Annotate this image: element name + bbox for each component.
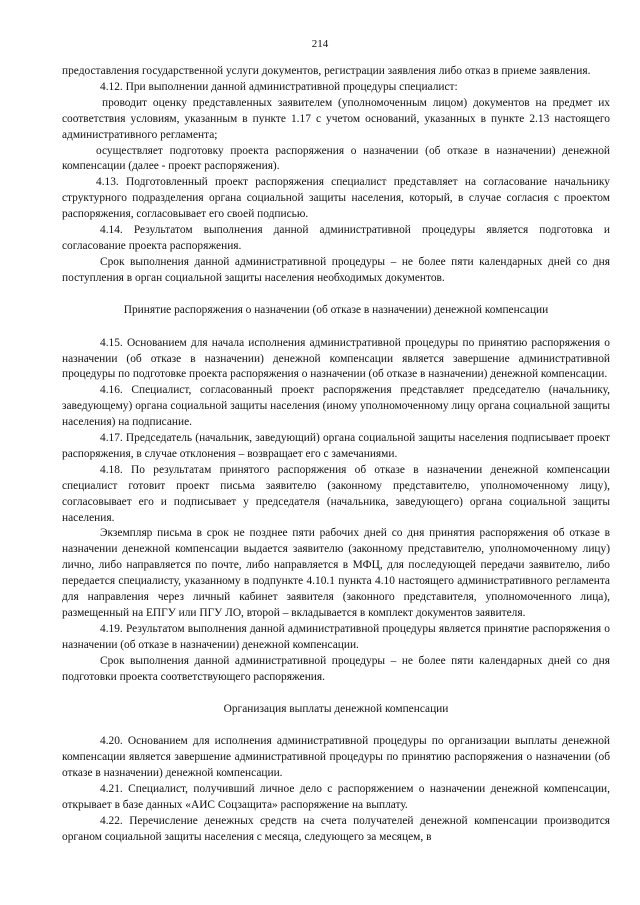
paragraph: Экземпляр письма в срок не позднее пяти рабочих дней со дня принятия распоряжения об отказе в назначении денежной компенсации выдается заявителю (законному представителю, уполномоченному лицу) лично, либо направляется по почте, либо направляется в МФЦ, для последующей передачи заявителю, либо передается специалисту, указанному в подпункте 4.10.1 пункта 4.10 настоящего административного регламента для направления через личный кабинет заявителя (законного представителя, уполномоченного лица), размещенный на ЕПГУ или ПГУ ЛО, второй – вкладывается в комплект документов заявителя. [62,527,610,619]
paragraph: Срок выполнения данной административной процедуры – не более пяти календарных дней со дня подготовки проекта соответствующего распоряжения. [62,654,610,683]
paragraph: 4.18. По результатам принятого распоряжения об отказе в назначении денежной компенсации специалист готовит проект письма заявителю (законному представителю, уполномоченному лицу), согласовывает его и подписывает у председателя (начальника, заведующего) органа социальной защиты населения. [62,463,610,524]
paragraph: Срок выполнения данной административной процедуры – не более пяти календарных дней со дня поступления в орган социальной защиты населения необходимых документов. [62,255,610,284]
paragraph: предоставления государственной услуги документов, регистрации заявления либо отказ в приеме заявления. [62,65,591,77]
paragraph: 4.17. Председатель (начальник, заведующий) органа социальной защиты населения подписывает проект распоряжения, в случае отклонения – возвращает его с замечаниями. [62,432,610,460]
paragraph: 4.14. Результатом выполнения данной административной процедуры является подготовка и согласование проекта распоряжения. [62,224,610,252]
paragraph: 4.15. Основанием для начала исполнения административной процедуры по принятию распоряжения о назначении (об отказе в назначении) денежной компенсации является завершение административной процедуры по подготовке проекта распоряжения о назначении (об отказе в назначении) денежной компенсации. [62,336,610,381]
paragraph: 4.20. Основанием для исполнения административной процедуры по организации выплаты денежной компенсации является завершение административной процедуры по принятию распоряжения о назначении (об отказе в назначении) денежной компенсации. [62,735,610,780]
paragraph: 4.19. Результатом выполнения данной административной процедуры является принятие распоряжения о назначении (об отказе в назначении) денежной компенсации. [62,622,610,651]
paragraph: 4.16. Специалист, согласованный проект распоряжения представляет председателю (начальнику, заведующему) органа социальной защиты населения (иному уполномоченному лицу органа социальной защиты населения) на подписание. [62,384,610,429]
paragraph: 4.22. Перечисление денежных средств на счета получателей денежной компенсации производится органом социальной защиты населения с месяца, следующего за месяцем, в [62,814,610,843]
document-body [62,64,610,846]
paragraph: 4.12. При выполнении данной административной процедуры специалист: [100,80,458,93]
section-heading: Принятие распоряжения о назначении (об отказе в назначении) денежной компенсации [123,303,549,316]
section-heading: Организация выплаты денежной компенсации [223,702,449,715]
paragraph: 4.13. Подготовленный проект распоряжения специалист представляет на согласование начальнику структурного подразделения органа социальной защиты населения, который, в случае согласия с проектом распоряжения, согласовывает его своей подписью. [62,176,610,221]
paragraph: проводит оценку представленных заявителем (уполномоченным лицом) документов на предмет их соответствия условиям, указанным в пункте 1.17 с учетом оснований, указанных в пункте 2.13 настоящего административного регламента; [62,96,610,141]
paragraph: осуществляет подготовку проекта распоряжения о назначении (об отказе в назначении) денежной компенсации (далее - проект распоряжения). [62,144,610,173]
page-number: 214 [311,38,329,50]
paragraph: 4.21. Специалист, получивший личное дело с распоряжением о назначении денежной компенсации, открывает в базе данных «АИС Соцзащита» распоряжение на выплату. [62,783,610,812]
